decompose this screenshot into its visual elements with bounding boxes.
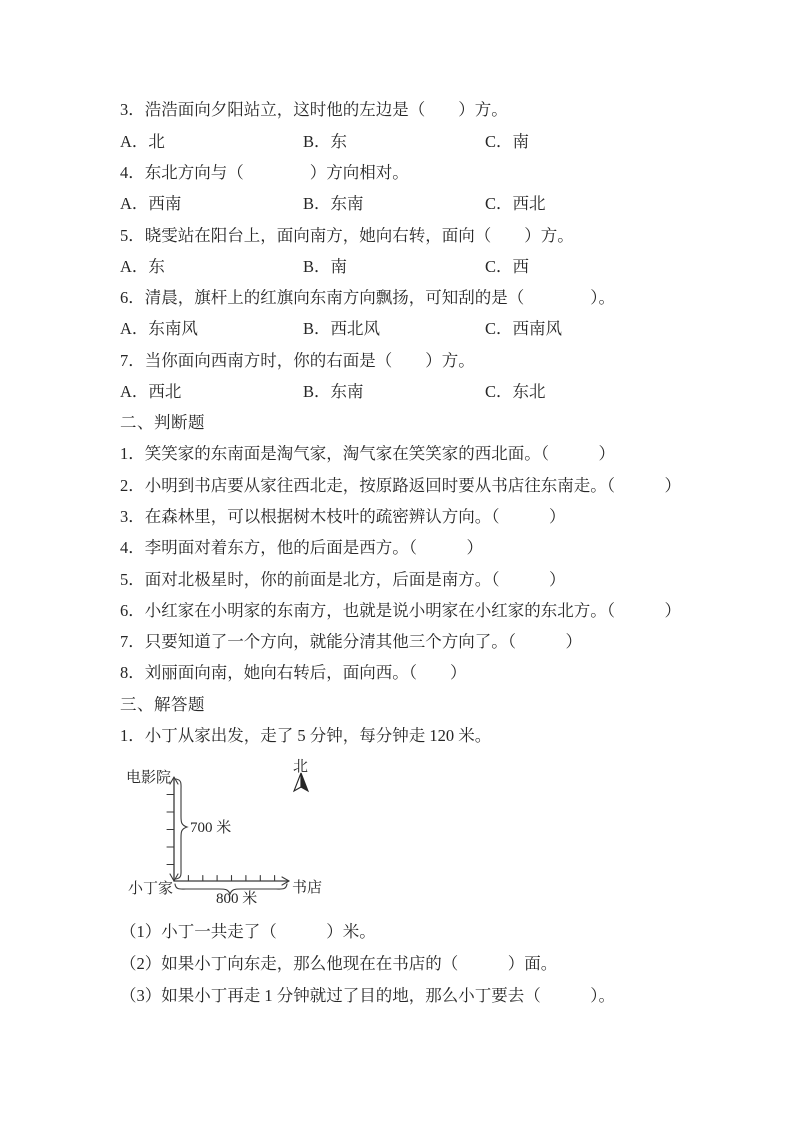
solve-sub-question-1: （1）小丁一共走了（ ）米。 — [120, 922, 376, 941]
option-c: C．西北 — [485, 194, 546, 213]
option-b: B．东 — [303, 132, 348, 151]
judge-item-2: 2．小明到书店要从家往西北走，按原路返回时要从书店往东南走。（ ） — [120, 476, 681, 495]
mc-question-5: 5．晓雯站在阳台上，面向南方，她向右转，面向（ ）方。 — [120, 226, 574, 245]
mc-question-6: 6．清晨，旗杆上的红旗向东南方向飘扬，可知刮的是（ ）。 — [120, 288, 615, 307]
home-label: 小丁家 — [128, 881, 174, 897]
option-b: B．西北风 — [303, 319, 381, 338]
mc-question-7: 7．当你面向西南方时，你的右面是（ ）方。 — [120, 351, 475, 370]
north-label: 北 — [293, 759, 309, 775]
compass-needle-icon — [294, 773, 301, 791]
option-a: A．西北 — [120, 382, 182, 401]
bookstore-label: 书店 — [292, 880, 323, 896]
option-c: C．西南风 — [485, 319, 563, 338]
judge-item-3: 3．在森林里，可以根据树木枝叶的疏密辨认方向。（ ） — [120, 507, 566, 526]
solve-question-intro: 1．小丁从家出发，走了 5 分钟，每分钟走 120 米。 — [120, 726, 492, 745]
horizontal-distance-label: 800 米 — [216, 891, 258, 906]
mc-question-3: 3．浩浩面向夕阳站立，这时他的左边是（ ）方。 — [120, 100, 508, 119]
option-a: A．西南 — [120, 194, 182, 213]
judge-section-title: 二、判断题 — [120, 413, 205, 432]
map-diagram — [118, 752, 330, 906]
option-b: B．东南 — [303, 194, 364, 213]
vertical-distance-label: 700 米 — [190, 820, 232, 836]
solve-section-title: 三、解答题 — [120, 695, 205, 714]
cinema-label: 电影院 — [126, 770, 172, 786]
judge-item-8: 8．刘丽面向南，她向右转后，面向西。（ ） — [120, 663, 467, 682]
vertical-distance-brace — [176, 779, 187, 879]
compass-needle-icon — [301, 773, 308, 791]
option-b: B．南 — [303, 257, 348, 276]
solve-sub-question-2: （2）如果小丁向东走，那么他现在在书店的（ ）面。 — [120, 954, 558, 973]
judge-item-4: 4．李明面对着东方，他的后面是西方。（ ） — [120, 538, 483, 557]
option-b: B．东南 — [303, 382, 364, 401]
option-c: C．南 — [485, 132, 530, 151]
judge-item-7: 7．只要知道了一个方向，就能分清其他三个方向了。（ ） — [120, 632, 582, 651]
option-c: C．西 — [485, 257, 530, 276]
horizontal-scale-ticks — [188, 876, 274, 882]
option-a: A．东南风 — [120, 319, 198, 338]
vertical-scale-ticks — [167, 795, 174, 865]
judge-item-1: 1．笑笑家的东南面是淘气家，淘气家在笑笑家的西北面。（ ） — [120, 444, 615, 463]
option-a: A．北 — [120, 132, 165, 151]
judge-item-6: 6．小红家在小明家的东南方，也就是说小明家在小红家的东北方。（ ） — [120, 601, 681, 620]
solve-sub-question-3: （3）如果小丁再走 1 分钟就过了目的地，那么小丁要去（ ）。 — [120, 986, 615, 1005]
option-a: A．东 — [120, 257, 165, 276]
judge-item-5: 5．面对北极星时，你的前面是北方，后面是南方。（ ） — [120, 570, 566, 589]
option-c: C．东北 — [485, 382, 546, 401]
mc-question-4: 4．东北方向与（ ）方向相对。 — [120, 163, 409, 182]
